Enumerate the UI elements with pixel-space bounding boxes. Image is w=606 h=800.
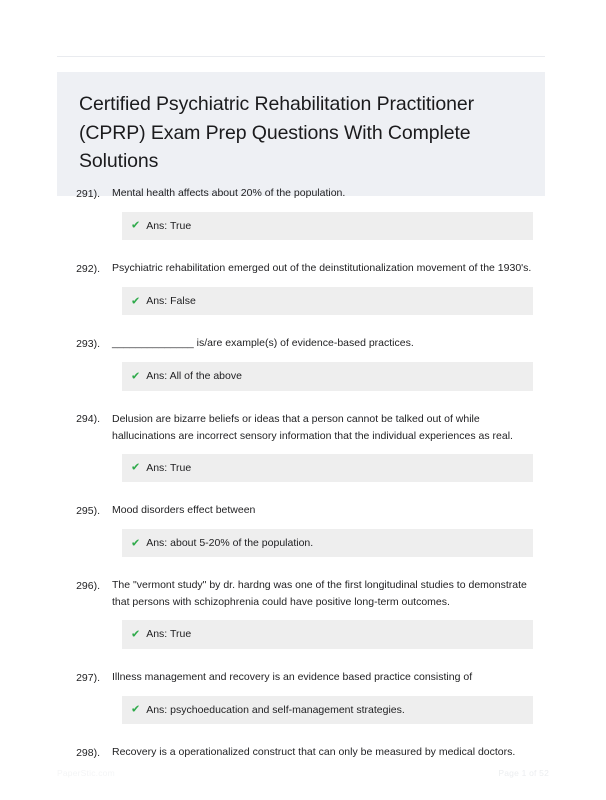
question-row [57,335,545,353]
question-block [57,335,545,390]
question-block [57,185,545,240]
answer-text: Ans: All of the above [146,369,242,382]
answer-text: Ans: True [146,461,192,474]
answer-box [122,212,533,241]
question-row [57,185,545,203]
check-icon: ✔ [131,628,141,641]
question-text: ______________ is/are example(s) of evidence-based practices. [112,337,414,350]
answer-text: Ans: True [146,628,192,641]
question-text: Delusion are bizarre beliefs or ideas that a person cannot be talked out of while hallucinations are incorrect sensory information that the individual experiences as real. [112,412,513,442]
question-text: Mental health affects about 20% of the population. [112,187,346,199]
question-block [57,260,545,315]
question-block [57,411,545,483]
question-number: 296). [76,579,100,592]
answer-box [122,696,533,725]
page-title: Certified Psychiatric Rehabilitation Practitioner (CPRP) Exam Prep Questions With Complete Solutions [79,93,475,173]
question-number: 297). [76,671,100,684]
question-block [57,502,545,557]
answer-box [122,454,533,483]
question-row [57,411,545,445]
question-text: Mood disorders effect between [112,504,256,517]
check-icon: ✔ [131,703,141,716]
question-number: 293). [76,337,100,350]
document-title-band [57,72,545,196]
question-number: 298). [76,746,100,759]
footer-page-indicator: Page 1 of 52 [498,768,549,778]
answer-text: Ans: False [146,294,196,307]
question-number: 291). [76,187,100,200]
question-text: The "vermont study" by dr. hardng was one of the first longitudinal studies to demonstrate that persons with schizophrenia could have positive long-term outcomes. [112,579,527,609]
question-number: 294). [76,413,100,426]
answer-text: Ans: True [146,219,192,232]
question-row [57,744,545,762]
answer-box [122,287,533,316]
question-row [57,577,545,611]
check-icon: ✔ [131,219,141,232]
check-icon: ✔ [131,537,141,550]
question-number: 295). [76,504,100,517]
check-icon: ✔ [131,370,141,383]
footer-watermark: PaperStic.com [57,768,115,778]
question-text: Illness management and recovery is an evidence based practice consisting of [112,671,473,684]
answer-text: Ans: psychoeducation and self-management strategies. [146,703,405,716]
question-number: 292). [76,262,100,275]
question-block [57,744,545,762]
header-divider [57,56,545,57]
question-text: Recovery is a operationalized construct that can only be measured by medical doctors. [112,746,516,759]
question-text: Psychiatric rehabilitation emerged out of the deinstitutionalization movement of the 1930's. [112,262,532,275]
check-icon: ✔ [131,461,141,474]
check-icon: ✔ [131,295,141,308]
question-row [57,669,545,687]
question-block [57,669,545,724]
answer-text: Ans: about 5-20% of the population. [146,536,314,549]
answer-box [122,529,533,558]
answer-box [122,362,533,391]
question-row [57,502,545,520]
page-footer [57,768,549,778]
question-row [57,260,545,278]
question-list [57,185,545,782]
answer-box [122,620,533,649]
question-block [57,577,545,649]
